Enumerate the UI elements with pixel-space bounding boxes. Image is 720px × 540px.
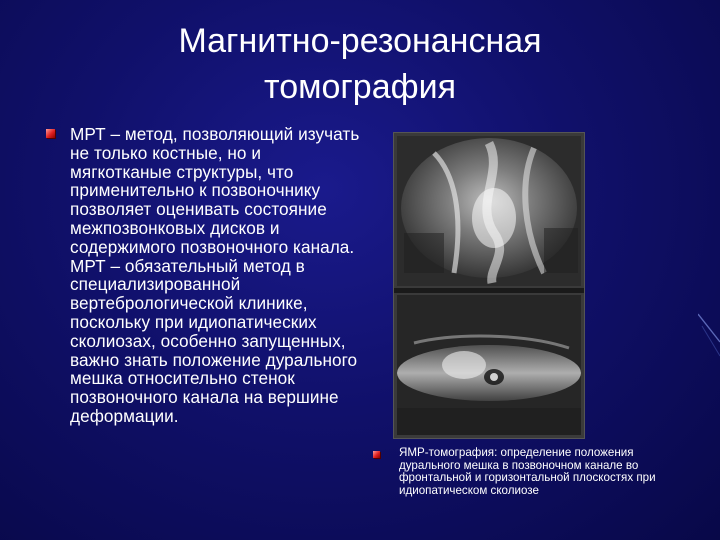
slide-title [100, 18, 620, 110]
bullet-icon [46, 129, 55, 138]
caption-bullet-icon [373, 451, 380, 458]
mri-images [393, 132, 585, 439]
figure-caption: ЯМР-томография: определение положения дурального мешка в позвоночном канале во фронтальной и горизонтальной плоскостях при идиопатическом сколиозе [399, 446, 656, 497]
title-line-2: томография [264, 68, 456, 106]
decorative-light-streak [698, 312, 720, 372]
body-text: МРТ – метод, позволяющий изучать не только костные, но и мягкотканые структуры, что применительно к позвоночнику позволяет оценивать состояние межпозвонковых дисков и содержимого позвоночного канала. МРТ – обязательный метод в специализированной вертебрологической клинике, поскольку при идиопатических сколиозах, особенно запущенных, важно знать положение дурального мешка относительно стенок позвоночного канала на вершине деформации. [70, 124, 360, 426]
title-line-1: Магнитно-резонансная [178, 22, 542, 60]
mri-scan-illustration [394, 133, 584, 438]
